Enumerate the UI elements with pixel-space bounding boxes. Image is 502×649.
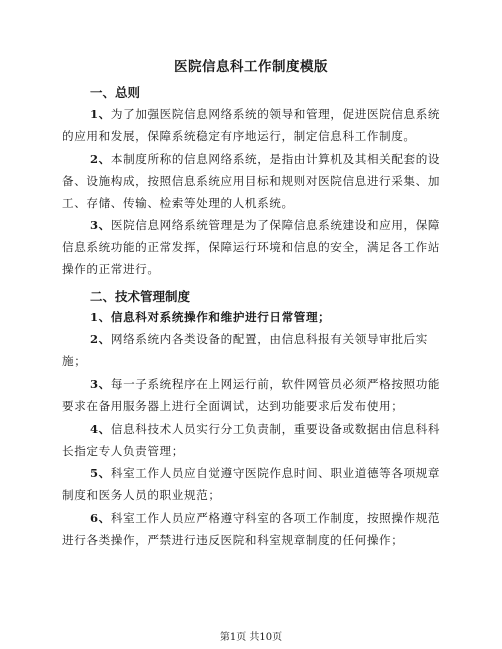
paragraph-number: 6、 — [90, 511, 111, 525]
paragraph-text: 网络系统内各类设备的配置，由信息科报有关领导审批后实 — [110, 332, 428, 346]
paragraph-continuation: 信息系统功能的正常发挥，保障运行环境和信息的安全，满足各工作站操作的正常进行。 — [62, 240, 441, 276]
paragraph-number: 2、 — [90, 152, 111, 166]
paragraph-continuation: 施； — [62, 354, 87, 368]
paragraph-1-2 — [62, 148, 445, 214]
section-heading-general: 一、总则 — [90, 85, 141, 100]
paragraph-2-3 — [62, 373, 445, 417]
paragraph-2-4 — [62, 418, 445, 462]
document-title: 医院信息科工作制度模版 — [174, 59, 328, 75]
paragraph-text: 为了加强医院信息网络系统的领导和管理，促进医院信息系统 — [110, 107, 441, 121]
paragraph-text: 科室工作人员应严格遵守科室的各项工作制度，按照操作规范 — [110, 511, 441, 525]
paragraph-number: 3、 — [90, 377, 111, 391]
paragraph-1-1 — [62, 103, 445, 147]
paragraph-number: 3、 — [90, 218, 111, 232]
paragraph-1-3 — [62, 214, 445, 280]
paragraph-text: 每一子系统程序在上网运行前，软件网管员必须严格按照功能 — [110, 377, 441, 391]
paragraph-text: 本制度所称的信息网络系统，是指由计算机及其相关配套的设 — [110, 152, 441, 166]
paragraph-number: 2、 — [90, 332, 111, 346]
paragraph-2-2 — [62, 328, 445, 372]
paragraph-2-1 — [90, 306, 445, 328]
paragraph-text: 信息科技术人员实行分工负责制，重要设备或数据由信息科科 — [110, 422, 441, 436]
paragraph-2-5 — [62, 462, 445, 506]
paragraph-2-6 — [62, 507, 445, 551]
paragraph-continuation: 的应用和发展，保障系统稳定有序地运行，制定信息科工作制度。 — [62, 129, 416, 143]
paragraph-text: 科室工作人员应自觉遵守医院作息时间、职业道德等各项规章 — [110, 466, 441, 480]
section-heading-technical: 二、技术管理制度 — [90, 289, 191, 304]
page-footer: 第1页 共10页 — [219, 632, 283, 643]
paragraph-continuation: 进行各类操作，严禁进行违反医院和科室规章制度的任何操作； — [62, 533, 404, 547]
paragraph-continuation: 备、设施构成，按照信息系统应用目标和规则对医院信息进行采集、加工、存储、传输、检索等处理的人机系统。 — [62, 174, 441, 210]
paragraph-continuation: 制度和医务人员的职业规范； — [62, 488, 221, 502]
paragraph-continuation: 长指定专人负责管理； — [62, 444, 184, 458]
paragraph-number: 1、 — [90, 310, 111, 324]
paragraph-text: 信息科对系统操作和维护进行日常管理； — [110, 310, 331, 324]
paragraph-text: 医院信息网络系统管理是为了保障信息系统建设和应用，保障 — [110, 218, 441, 232]
paragraph-continuation: 要求在备用服务器上进行全面调试，达到功能要求后发布使用； — [62, 399, 404, 413]
paragraph-number: 1、 — [90, 107, 111, 121]
paragraph-number: 4、 — [90, 422, 111, 436]
paragraph-number: 5、 — [90, 466, 111, 480]
